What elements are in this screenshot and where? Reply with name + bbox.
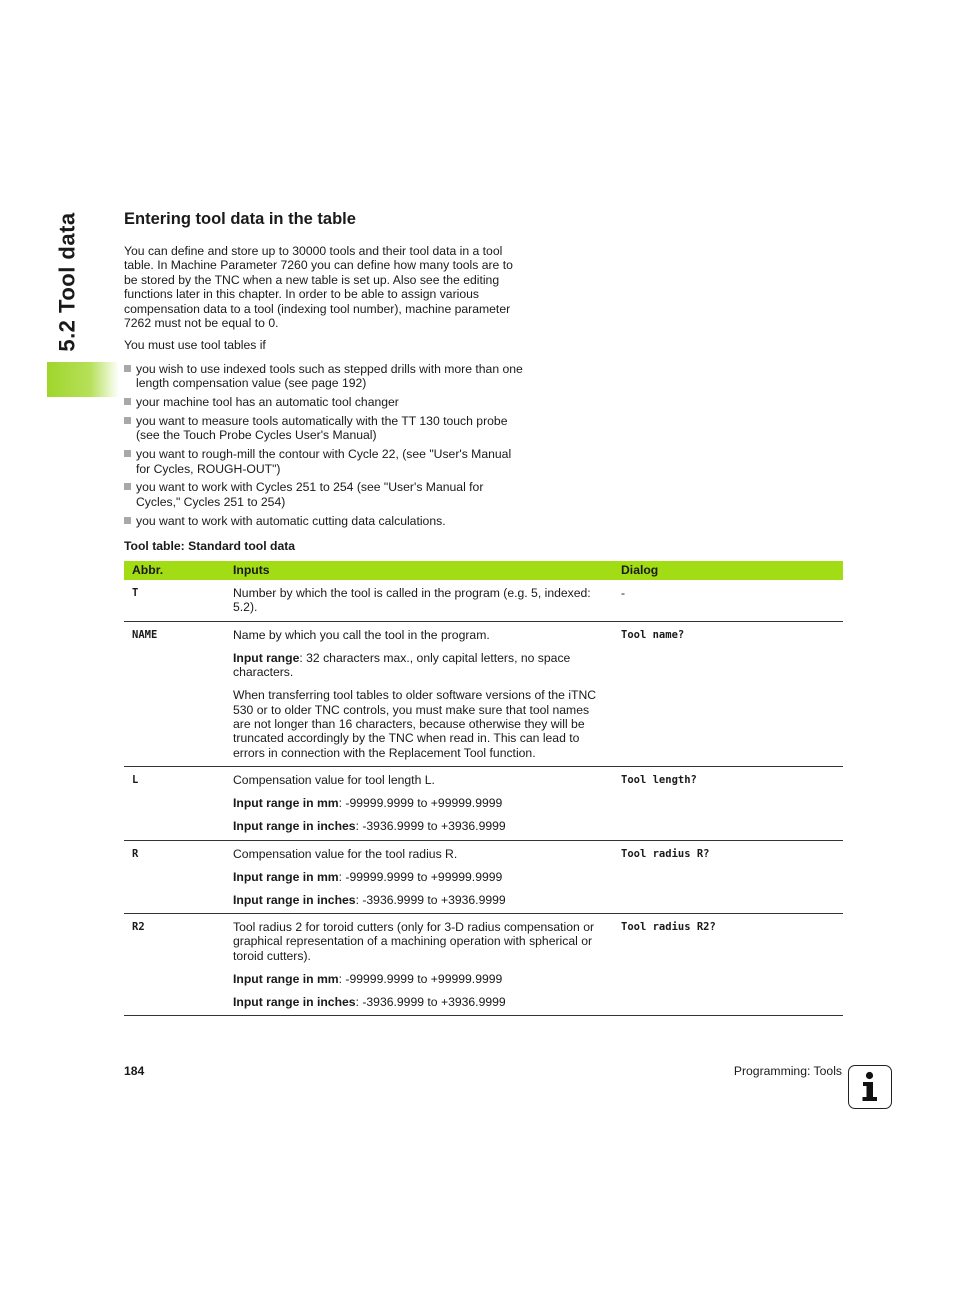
intro-paragraph: You can define and store up to 30000 tools and their tool data in a tool table. In Machine Parameter 7260 you can define how many tools are to be stored by the TNC when a new table is set up. Also see the editing functions later in this chapter. In order to be able to assign various compensation data to a tool (indexing tool number), machine parameter 7262 must not be equal to 0. [124, 244, 513, 331]
dialog-cell: Tool radius R2? [613, 914, 843, 1016]
requirements-list [124, 362, 524, 532]
side-tab-title-text: 5.2 Tool data [55, 212, 80, 352]
page-number: 184 [124, 1064, 145, 1078]
input-description: Compensation value for the tool radius R. [233, 846, 458, 861]
input-range-mm [233, 972, 605, 986]
input-range-inches [233, 893, 605, 907]
input-range-inches-value: : -3936.9999 to +3936.9999 [355, 892, 506, 907]
table-row [124, 580, 843, 621]
input-range-inches-label: Input range in inches [233, 819, 356, 834]
abbr-cell: L [124, 767, 225, 840]
list-item: you want to work with automatic cutting data calculations. [124, 514, 524, 528]
section-heading: Entering tool data in the table [124, 210, 356, 228]
input-range-mm-value: : -99999.9999 to +99999.9999 [338, 796, 503, 811]
input-range-inches-label: Input range in inches [233, 892, 356, 907]
input-range-inches-label: Input range in inches [233, 994, 356, 1009]
abbr-cell: R2 [124, 914, 225, 1016]
input-range-inches [233, 995, 605, 1009]
side-tab-title [40, 212, 96, 352]
info-icon [848, 1065, 892, 1109]
input-range-mm-label: Input range in mm [233, 869, 339, 884]
input-description: Compensation value for tool length L. [233, 773, 435, 788]
abbr-cell: R [124, 840, 225, 913]
tool-data-table [124, 561, 843, 1016]
input-range-value: : 32 characters max., only capital letters, no space characters. [233, 650, 571, 680]
header-inputs: Inputs [225, 561, 613, 580]
input-range-mm [233, 870, 605, 884]
table-header-row [124, 561, 843, 580]
inputs-cell [225, 580, 613, 621]
table-caption: Tool table: Standard tool data [124, 539, 296, 553]
input-range-inches-value: : -3936.9999 to +3936.9999 [355, 819, 506, 834]
abbr-cell: NAME [124, 621, 225, 766]
list-item: you want to measure tools automatically with the TT 130 touch probe (see the Touch Probe Cycles User's Manual) [124, 414, 524, 443]
inputs-cell [225, 621, 613, 766]
list-item: you wish to use indexed tools such as stepped drills with more than one length compensation value (see page 192) [124, 362, 524, 391]
input-range-label: Input range [233, 650, 300, 665]
input-range-mm [233, 796, 605, 810]
table-row [124, 767, 843, 840]
inputs-cell [225, 767, 613, 840]
lead-paragraph: You must use tool tables if [124, 338, 266, 352]
input-range [233, 651, 605, 680]
bullet-square-icon [124, 365, 131, 372]
info-icon-glyph [849, 1066, 890, 1107]
input-description: Name by which you call the tool in the program. [233, 627, 490, 642]
bullet-square-icon [124, 398, 131, 405]
bullet-square-icon [124, 483, 131, 490]
inputs-cell [225, 840, 613, 913]
input-range-inches-value: : -3936.9999 to +3936.9999 [355, 994, 506, 1009]
bullet-square-icon [124, 450, 131, 457]
input-note: When transferring tool tables to older software versions of the iTNC 530 or to older TNC controls, you must make sure that tool names are not longer than 16 characters, because otherwise they will be truncated accordingly by the TNC when read in. This can lead to errors in connection with the Replacement Tool function. [233, 688, 597, 760]
dialog-cell: - [613, 580, 843, 621]
header-dialog: Dialog [613, 561, 843, 580]
table-row [124, 621, 843, 766]
dialog-cell: Tool name? [613, 621, 843, 766]
input-description: Tool radius 2 for toroid cutters (only for 3-D radius compensation or graphical representation of a machining operation with spherical or toroid cutters). [233, 920, 595, 963]
side-tab-marker [47, 362, 119, 397]
dialog-cell: Tool length? [613, 767, 843, 840]
abbr-cell: T [124, 580, 225, 621]
input-range-mm-label: Input range in mm [233, 796, 339, 811]
chapter-title: Programming: Tools [733, 1064, 842, 1078]
dialog-cell: Tool radius R? [613, 840, 843, 913]
header-abbr: Abbr. [124, 561, 225, 580]
table-row [124, 914, 843, 1016]
inputs-cell [225, 914, 613, 1016]
table-row [124, 840, 843, 913]
input-range-mm-value: : -99999.9999 to +99999.9999 [338, 971, 503, 986]
input-range-mm-label: Input range in mm [233, 971, 339, 986]
list-item: your machine tool has an automatic tool changer [124, 395, 524, 409]
bullet-square-icon [124, 417, 131, 424]
list-item: you want to rough-mill the contour with Cycle 22, (see "User's Manual for Cycles, ROUGH-OUT") [124, 447, 524, 476]
input-description: Number by which the tool is called in the program (e.g. 5, indexed: 5.2). [233, 586, 591, 615]
bullet-square-icon [124, 517, 131, 524]
list-item: you want to work with Cycles 251 to 254 (see "User's Manual for Cycles," Cycles 251 to 254) [124, 480, 524, 509]
input-range-inches [233, 819, 605, 833]
input-range-mm-value: : -99999.9999 to +99999.9999 [338, 869, 503, 884]
